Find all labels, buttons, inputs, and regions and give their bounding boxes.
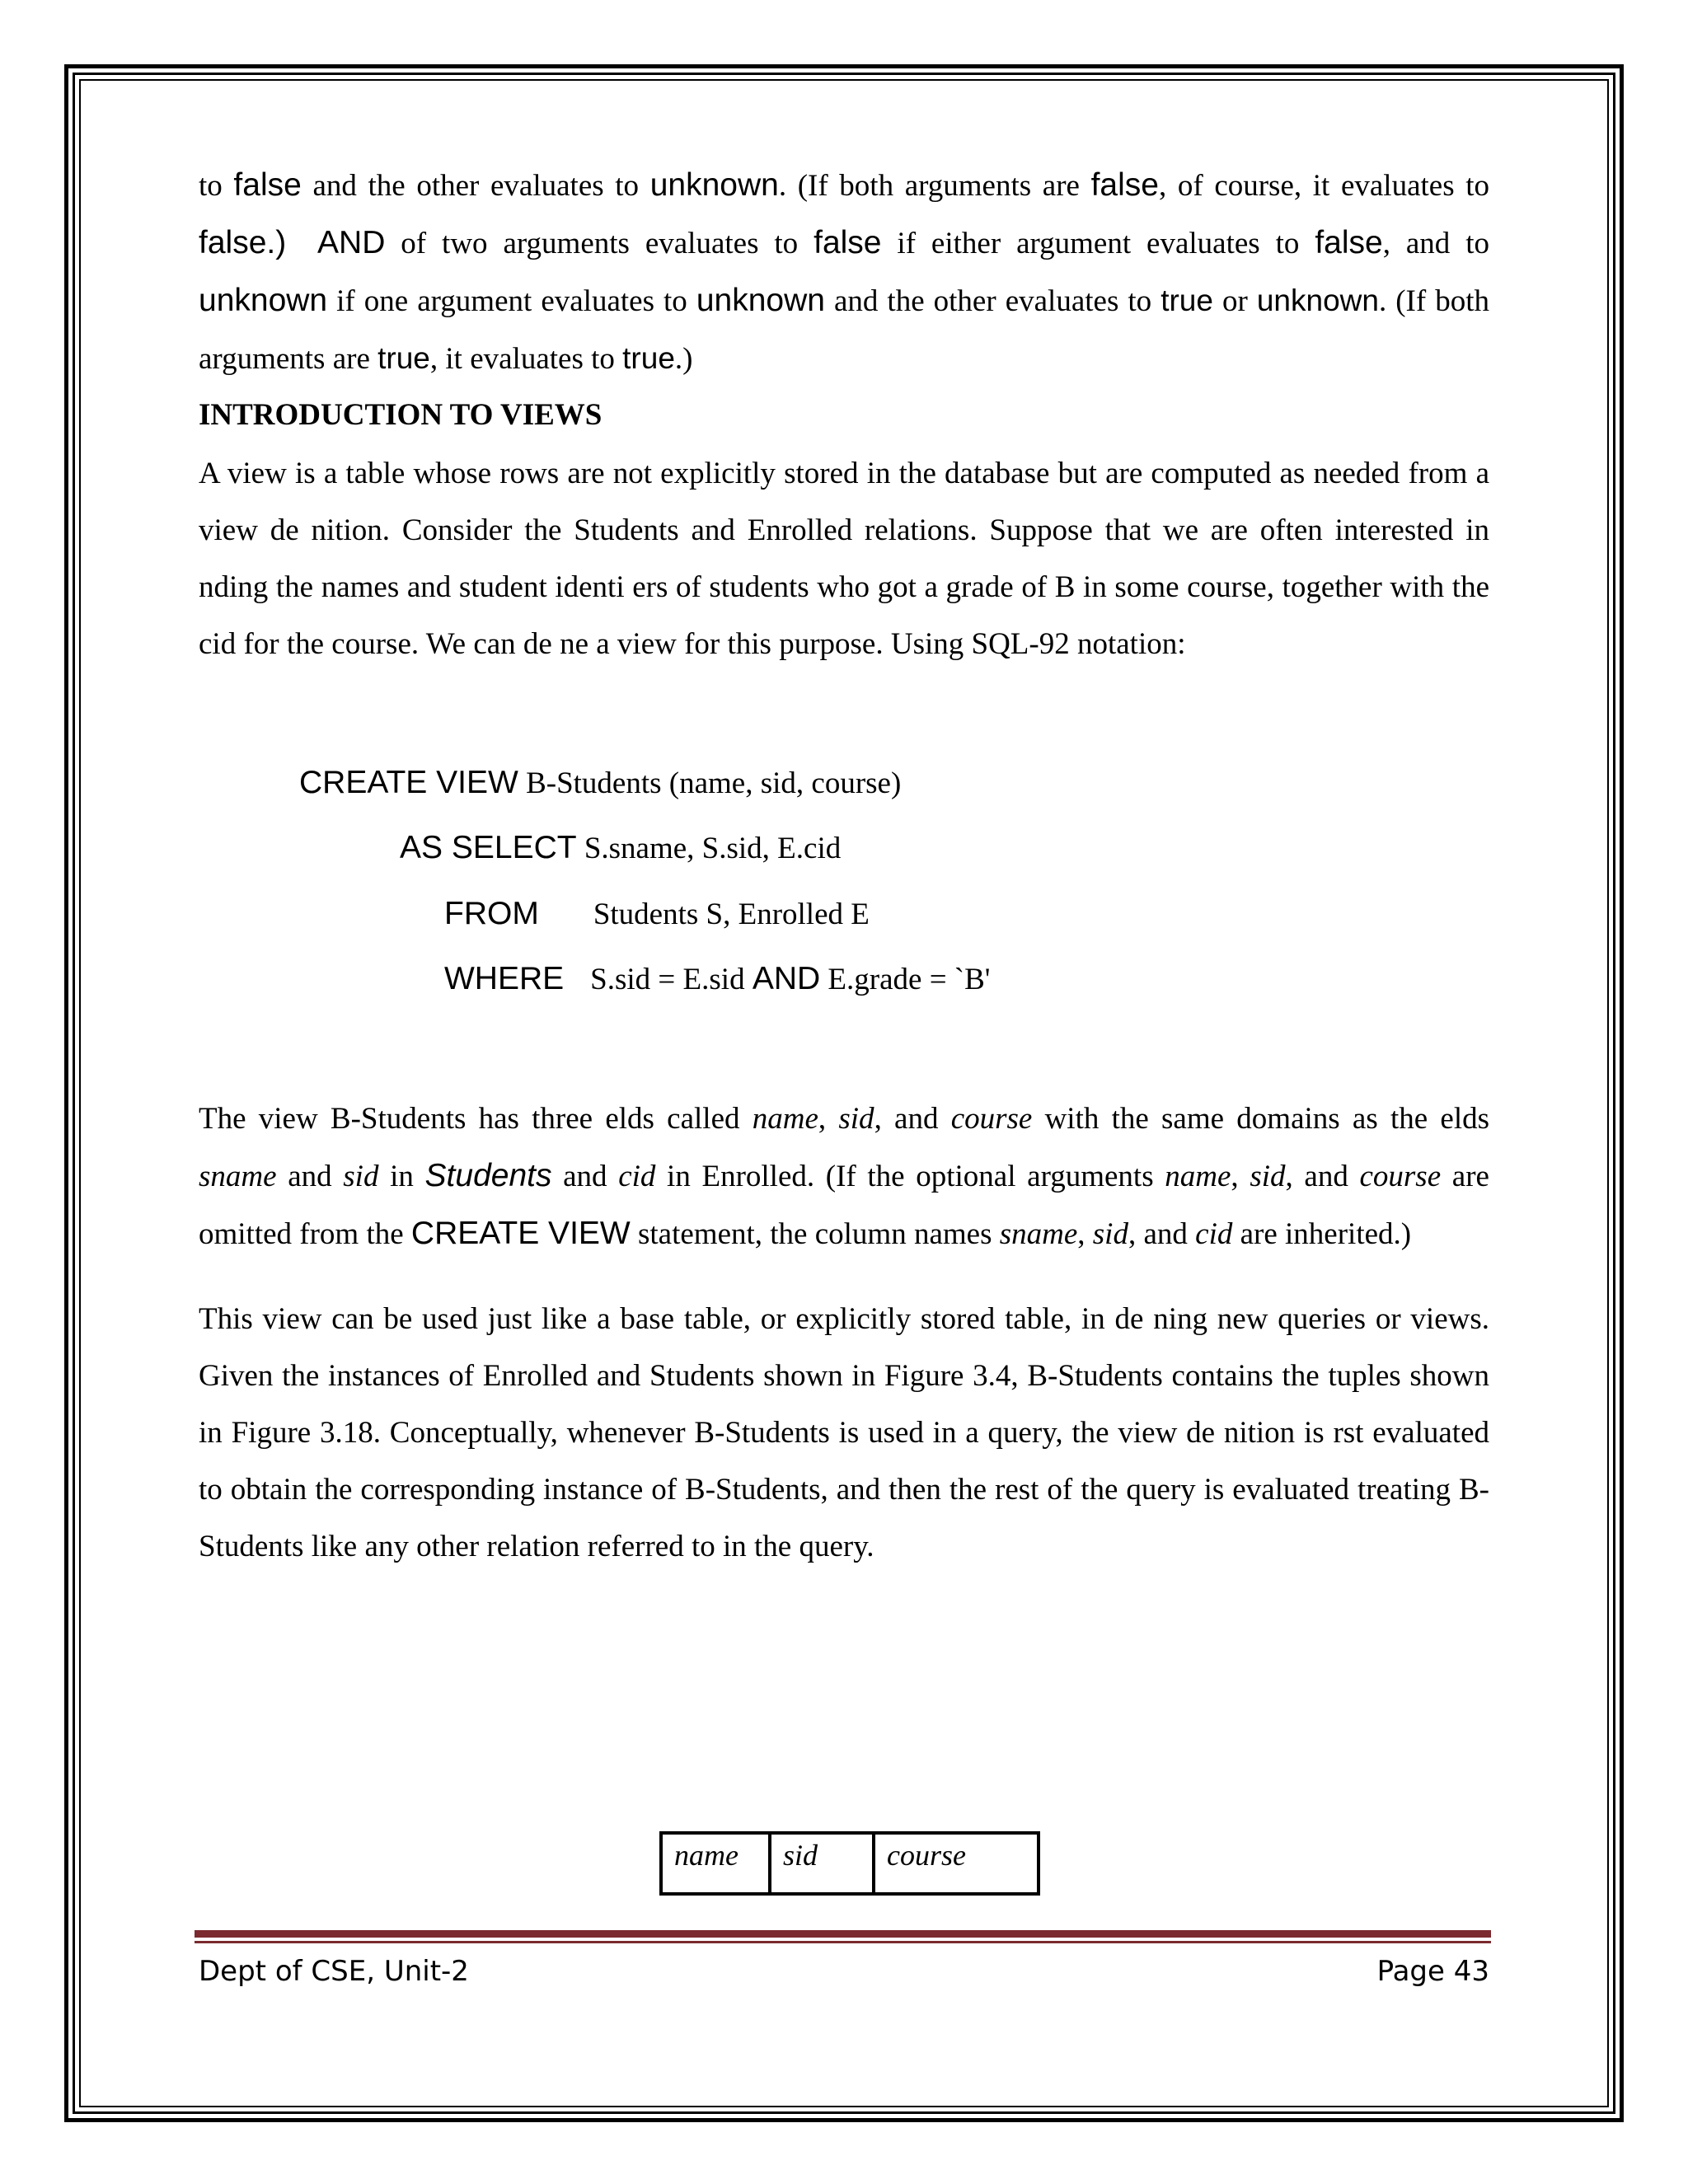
sql-code-line-1: CREATE VIEW B-Students (name, sid, course) [299, 765, 902, 800]
table-header-row [661, 1833, 1039, 1894]
page-footer [199, 1945, 1489, 1994]
footer-rule-thick [195, 1930, 1491, 1938]
sql-code-line-2: AS SELECT S.sname, S.sid, E.cid [400, 830, 842, 865]
table-cell-name: name [661, 1833, 770, 1894]
footer-page-number: Page 43 [1376, 1955, 1489, 1988]
page-content-lower [199, 1090, 1489, 1575]
page-content [199, 157, 1489, 673]
section-heading: INTRODUCTION TO VIEWS [199, 398, 603, 432]
paragraph-view-fields: The view B-Students has three elds called name, sid, and course with the same domains as the elds sname and sid in Students and cid in Enrolled. (If the optional arguments name, sid, and course are omitted from the CREATE VIEW statement, the column names sname, sid, and cid are inherited.) [199, 1102, 1489, 1251]
b-students-table [659, 1831, 1040, 1896]
sql-code-line-4: WHERE S.sid = E.sid AND E.grade = `B' [444, 961, 991, 996]
footer-department: Dept of CSE, Unit-2 [199, 1955, 469, 1988]
paragraph-three-valued-logic: to false and the other evaluates to unknown. (If both arguments are false, of course, it evaluates to false.) AND of two arguments evaluates to false if either argument evaluates to false, and to unknown if one argument evaluates to unknown and the other evaluates to true or unknown. (If both arguments are true, it evaluates to true.) [199, 167, 1490, 376]
table-cell-sid: sid [770, 1833, 874, 1894]
paragraph-view-usage: This view can be used just like a base table, or explicitly stored table, in de ning new queries or views. Given the instances of Enrolled and Students shown in Figure 3.4, B-Students contains the tuples shown in Figure 3.18. Conceptually, whenever B-Students is used in a query, the view de nition is rst evaluated to obtain the corresponding instance of B-Students, and then the rest of the query is evaluated treating B-Students like any other relation referred to in the query. [199, 1302, 1489, 1563]
sql-code-line-3: FROM Students S, Enrolled E [444, 896, 870, 931]
footer-rule-thin [195, 1941, 1491, 1943]
paragraph-view-intro: A view is a table whose rows are not explicitly stored in the database but are computed as needed from a view de nition. Consider the Students and Enrolled relations. Suppose that we are often interested in nding the names and student identi ers of students who got a grade of B in some course, together with the cid for the course. We can de ne a view for this purpose. Using SQL-92 notation: [199, 457, 1489, 661]
table-cell-course: course [874, 1833, 1039, 1894]
